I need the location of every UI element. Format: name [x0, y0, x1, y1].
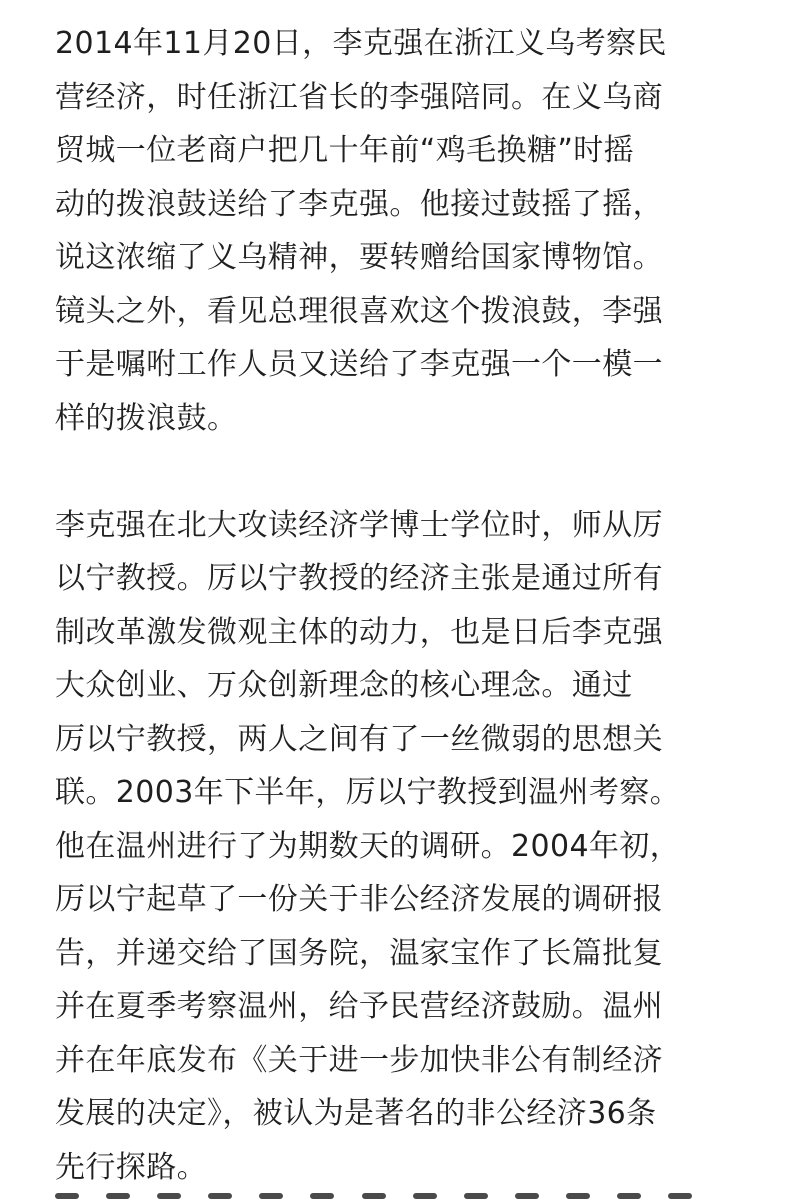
text-line: 厉以宁教授，两人之间有了一丝微弱的思想关 [55, 721, 663, 757]
clipped-glyph [208, 1193, 232, 1199]
text-line: 告，并递交给了国务院，温家宝作了长篇批复 [55, 935, 663, 971]
text-line: 样的拨浪鼓。 [55, 400, 238, 436]
text-line: 先行探路。 [55, 1149, 207, 1185]
clipped-next-line [55, 1180, 745, 1200]
clipped-glyph [310, 1193, 334, 1199]
text-line: 李克强在北大攻读经济学博士学位时，师从厉 [55, 507, 663, 543]
clipped-glyph [515, 1193, 539, 1199]
clipped-glyph [157, 1193, 181, 1199]
clipped-glyph [259, 1193, 283, 1199]
text-line: 贸城一位老商户把几十年前“鸡毛换糖”时摇 [55, 133, 635, 168]
text-line: 于是嘱咐工作人员又送给了李克强一个一模一 [55, 347, 663, 382]
text-line: 联。2003年下半年，厉以宁教授到温州考察。 [55, 775, 681, 810]
text-line: 厉以宁起草了一份关于非公经济发展的调研报 [55, 882, 663, 917]
text-line: 动的拨浪鼓送给了李克强。他接过鼓摇了摇， [55, 186, 663, 222]
text-line: 并在年底发布《关于进一步加快非公有制经济 [55, 1042, 663, 1078]
text-line: 说这浓缩了义乌精神，要转赠给国家博物馆。 [55, 240, 663, 275]
paragraph-yiwu-visit [55, 17, 755, 445]
clipped-glyph [55, 1193, 79, 1199]
article-body [55, 17, 755, 1194]
paragraph-spacer [55, 445, 755, 499]
clipped-glyph [668, 1193, 692, 1199]
text-line: 镜头之外，看见总理很喜欢这个拨浪鼓，李强 [55, 293, 663, 329]
text-line: 制改革激发微观主体的动力，也是日后李克强 [55, 614, 663, 650]
clipped-glyph [464, 1193, 488, 1199]
clipped-glyph [566, 1193, 590, 1199]
clipped-glyph [413, 1193, 437, 1199]
clipped-glyph [362, 1193, 386, 1199]
text-line: 大众创业、万众创新理念的核心理念。通过 [55, 668, 633, 703]
clipped-glyph [617, 1193, 641, 1199]
clipped-glyph [106, 1193, 130, 1199]
text-line: 2014年11月20日，李克强在浙江义乌考察民 [55, 26, 667, 61]
text-line: 以宁教授。厉以宁教授的经济主张是通过所有 [55, 561, 663, 596]
text-line: 营经济，时任浙江省长的李强陪同。在义乌商 [55, 79, 663, 115]
text-line: 发展的决定》，被认为是著名的非公经济36条 [55, 1096, 657, 1131]
text-line: 并在夏季考察温州，给予民营经济鼓励。温州 [55, 989, 663, 1024]
text-line: 他在温州进行了为期数天的调研。2004年初， [55, 828, 681, 864]
paragraph-li-yining [55, 499, 755, 1195]
